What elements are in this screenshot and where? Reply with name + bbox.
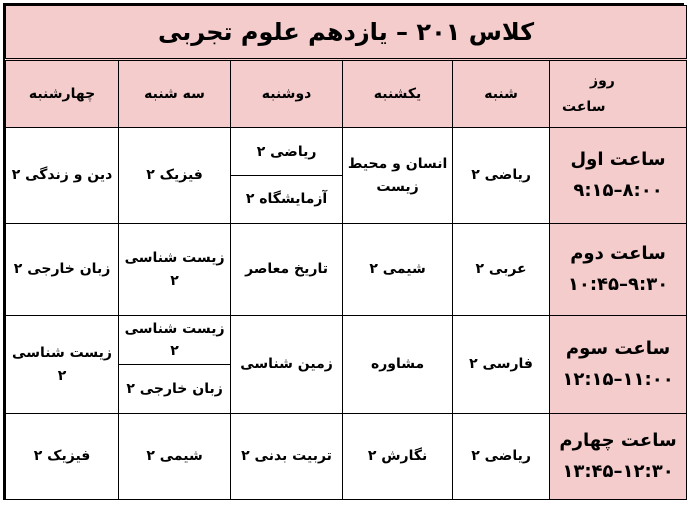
class-cell: فیزیک ۲	[119, 128, 231, 224]
corner-time-label: ساعت	[562, 99, 606, 115]
class-cell: مشاوره	[343, 316, 453, 414]
table-row	[6, 316, 687, 414]
schedule-table	[5, 5, 687, 500]
time-slot-range: ۸:۰۰–۹:۱۵	[573, 179, 663, 201]
class-cell: دین و زندگی ۲	[6, 128, 119, 224]
class-cell: انسان و محیط زیست	[343, 128, 453, 224]
class-cell-top: زیست شناسی ۲	[119, 317, 230, 366]
day-header-wednesday: چهارشنبه	[6, 60, 119, 128]
schedule-sheet	[3, 3, 684, 500]
class-cell: فیزیک ۲	[6, 414, 119, 500]
class-cell: ریاضی ۲	[453, 128, 550, 224]
day-header-sunday: یکشنبه	[343, 60, 453, 128]
class-cell-split	[231, 128, 343, 224]
time-slot-range: ۱۲:۳۰–۱۳:۴۵	[562, 460, 674, 482]
class-cell-split	[119, 316, 231, 414]
page-title: کلاس ۲۰۱ – یازدهم علوم تجربی	[6, 6, 687, 60]
class-cell: نگارش ۲	[343, 414, 453, 500]
time-slot-4	[550, 414, 687, 500]
day-header-monday: دوشنبه	[231, 60, 343, 128]
class-cell-top: ریاضی ۲	[231, 129, 342, 177]
time-slot-2	[550, 224, 687, 316]
time-slot-3	[550, 316, 687, 414]
time-slot-name: ساعت سوم	[565, 337, 671, 359]
table-row	[6, 128, 687, 224]
class-cell: عربی ۲	[453, 224, 550, 316]
class-cell: شیمی ۲	[119, 414, 231, 500]
class-cell: ریاضی ۲	[453, 414, 550, 500]
class-cell: تربیت بدنی ۲	[231, 414, 343, 500]
time-slot-1	[550, 128, 687, 224]
class-cell: زیست شناسی ۲	[119, 224, 231, 316]
class-cell: زمین شناسی	[231, 316, 343, 414]
class-cell: تاریخ معاصر	[231, 224, 343, 316]
class-cell: زبان خارجی ۲	[6, 224, 119, 316]
corner-header	[550, 60, 687, 128]
class-cell: فارسی ۲	[453, 316, 550, 414]
time-slot-name: ساعت دوم	[570, 242, 666, 264]
corner-day-label: روز	[590, 73, 615, 89]
time-slot-name: ساعت چهارم	[559, 429, 677, 451]
time-slot-range: ۱۱:۰۰–۱۲:۱۵	[562, 368, 674, 390]
class-cell-bottom: آزمایشگاه ۲	[245, 191, 328, 208]
table-row	[6, 224, 687, 316]
day-header-tuesday: سه شنبه	[119, 60, 231, 128]
table-row	[6, 414, 687, 500]
day-header-saturday: شنبه	[453, 60, 550, 128]
time-slot-name: ساعت اول	[570, 148, 666, 170]
class-cell-bottom: زبان خارجی ۲	[126, 380, 223, 397]
class-cell: زیست شناسی ۲	[6, 316, 119, 414]
time-slot-range: ۹:۳۰–۱۰:۴۵	[567, 273, 669, 295]
class-cell: شیمی ۲	[343, 224, 453, 316]
